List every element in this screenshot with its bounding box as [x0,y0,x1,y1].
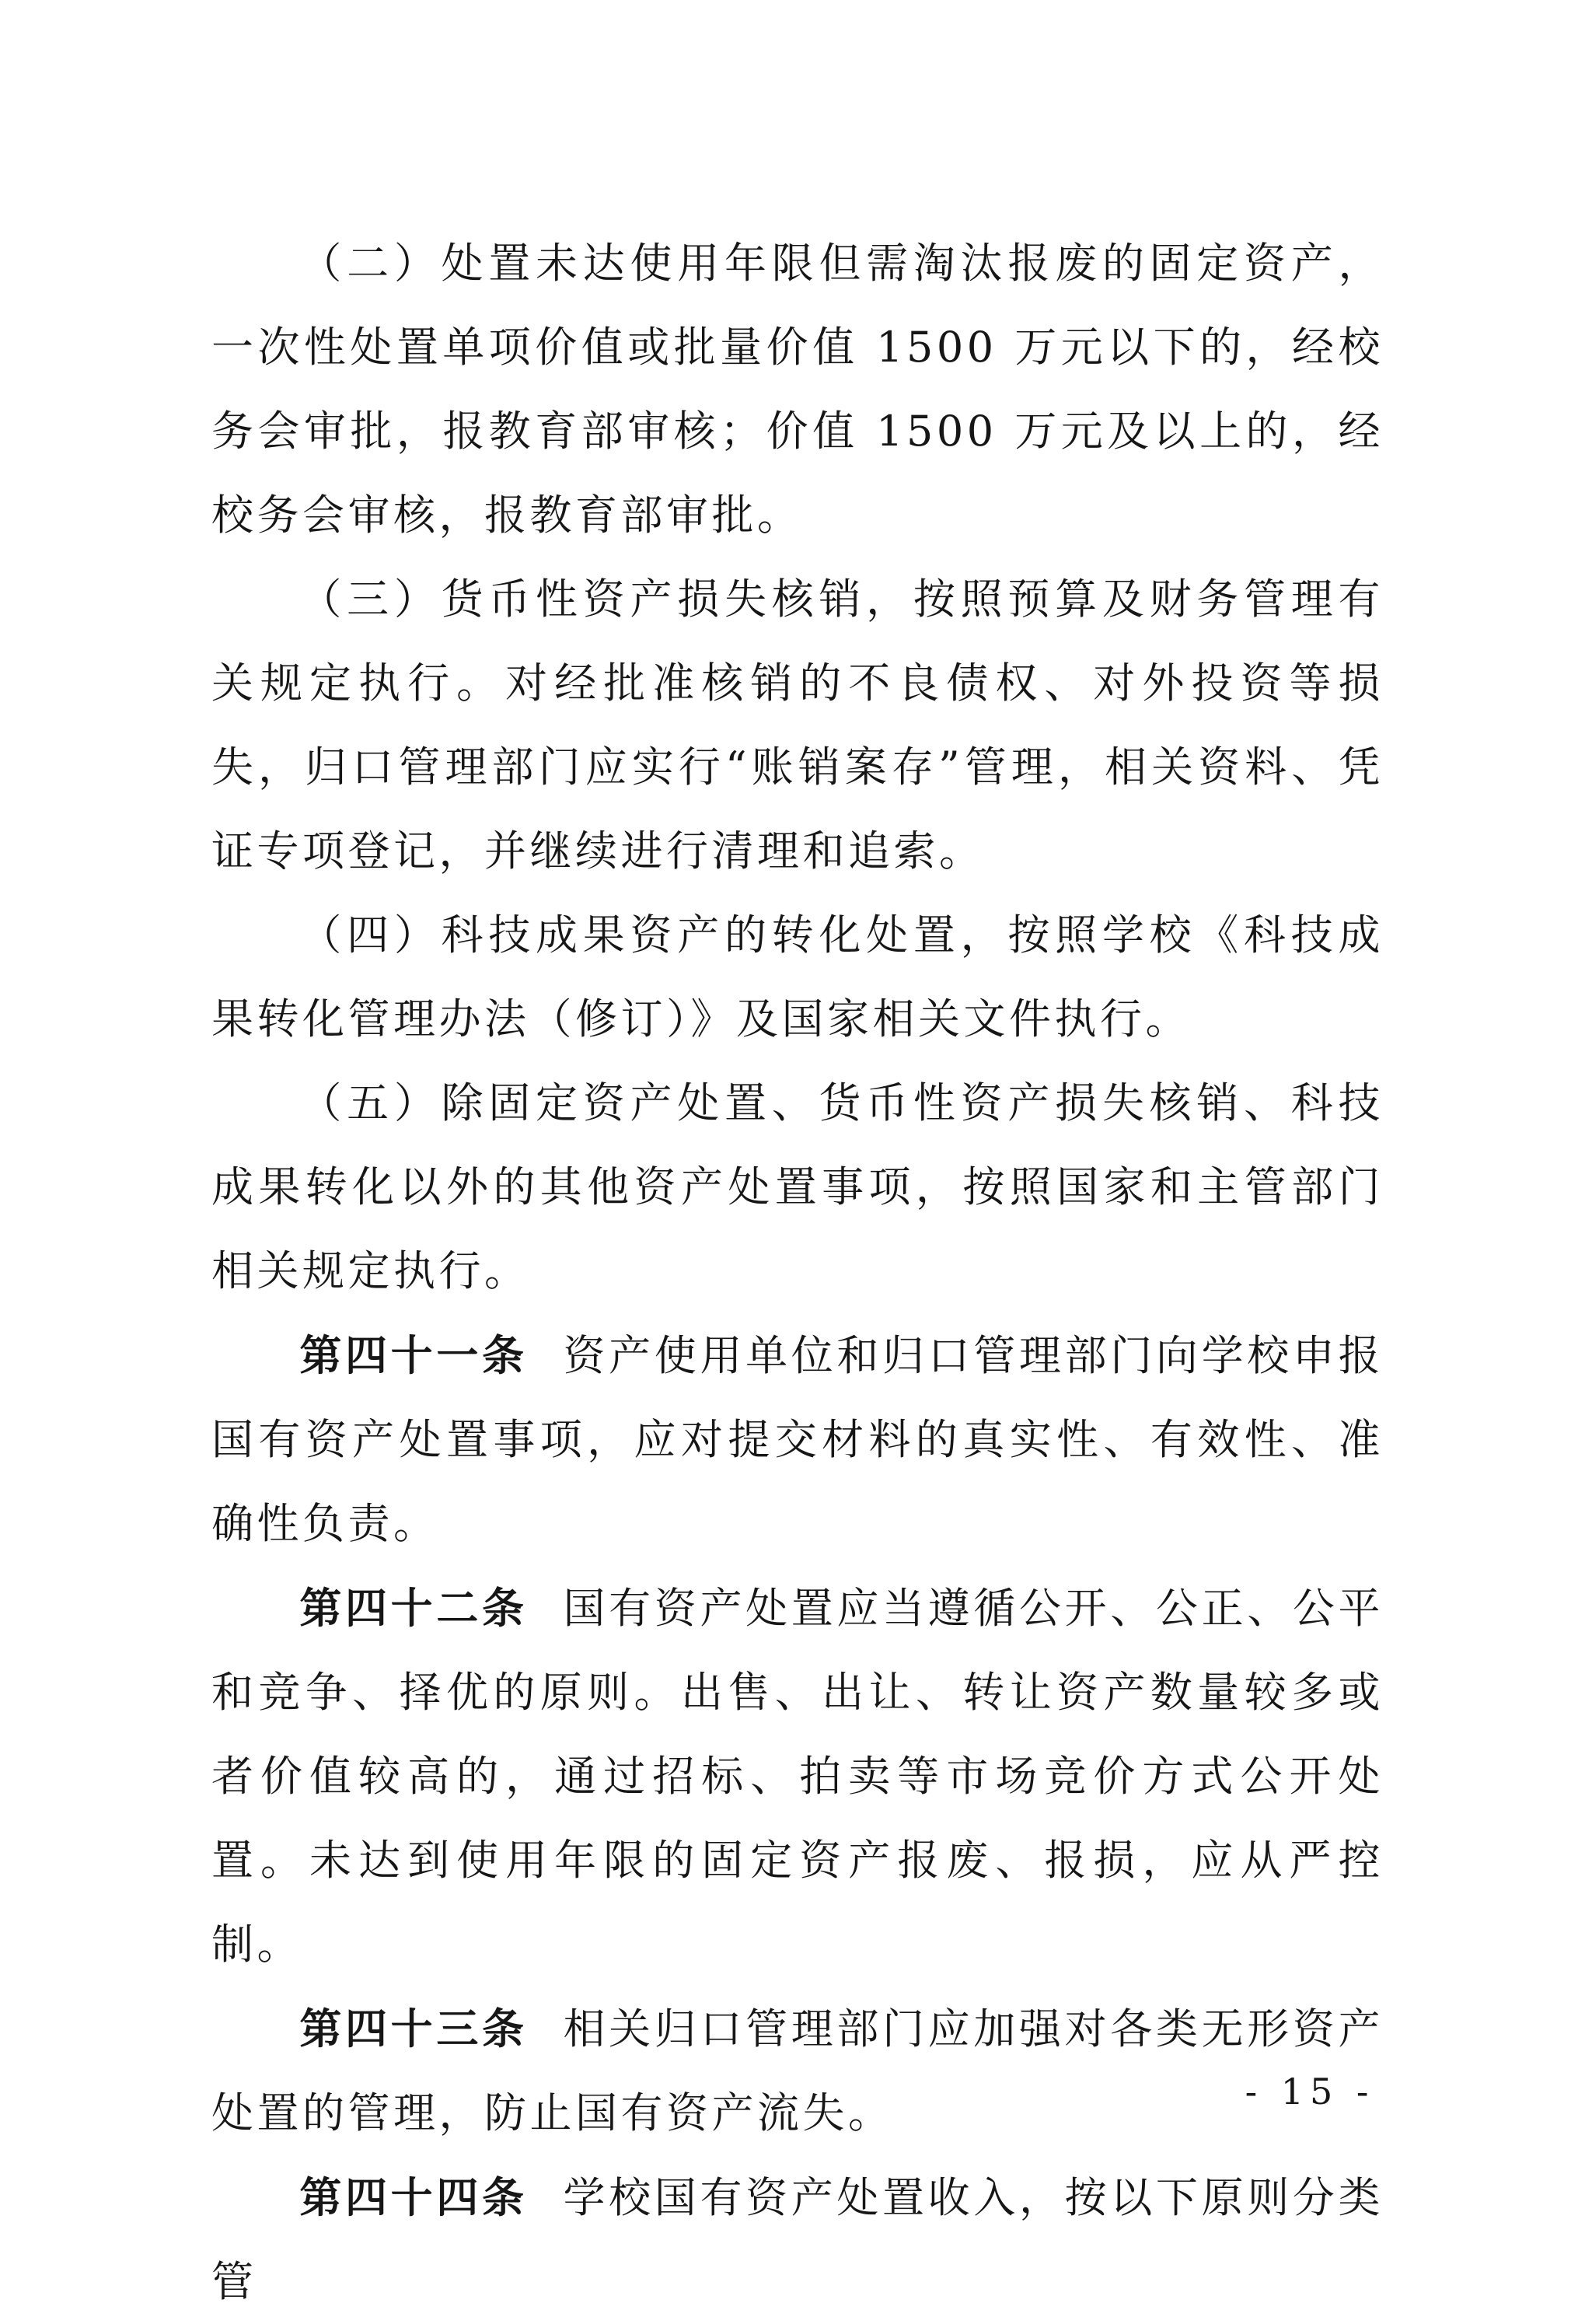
article-41 [211,1313,1384,1566]
article-43 [211,1987,1384,2155]
article-43-number: 第四十三条 [299,2004,528,2053]
paragraph-item-2: （二）处置未达使用年限但需淘汰报废的固定资产，一次性处置单项价值或批量价值 1500 万元以下的，经校务会审批，报教育部审核；价值 1500 万元及以上的，经校务会审核，报教育部审批。 [211,239,1384,540]
document-body [211,222,1384,2324]
paragraph-item-5: （五）除固定资产处置、货币性资产损失核销、科技成果转化以外的其他资产处置事项，按照国家和主管部门相关规定执行。 [211,1078,1384,1295]
article-42 [211,1566,1384,1987]
article-41-text: 资产使用单位和归口管理部门向学校申报国有资产处置事项，应对提交材料的真实性、有效性、准确性负责。 [211,1331,1384,1548]
page-number: - 15 - [1245,2071,1375,2113]
article-44-number: 第四十四条 [299,2172,528,2222]
article-42-number: 第四十二条 [299,1583,528,1633]
article-44 [211,2155,1384,2324]
article-42-text: 国有资产处置应当遵循公开、公正、公平和竞争、择优的原则。出售、出让、转让资产数量较多或者价值较高的，通过招标、拍卖等市场竞价方式公开处置。未达到使用年限的固定资产报废、报损，应从严控制。 [211,1584,1384,1969]
article-41-number: 第四十一条 [299,1330,528,1380]
paragraph-item-4: （四）科技成果资产的转化处置，按照学校《科技成果转化管理办法（修订）》及国家相关文件执行。 [211,910,1384,1043]
paragraph-item-3: （三）货币性资产损失核销，按照预算及财务管理有关规定执行。对经批准核销的不良债权、对外投资等损失，归口管理部门应实行“账销案存”管理，相关资料、凭证专项登记，并继续进行清理和追索。 [211,575,1384,875]
article-43-text: 相关归口管理部门应加强对各类无形资产处置的管理，防止国有资产流失。 [211,2004,1384,2137]
article-44-text: 学校国有资产处置收入，按以下原则分类管 [211,2173,1384,2306]
